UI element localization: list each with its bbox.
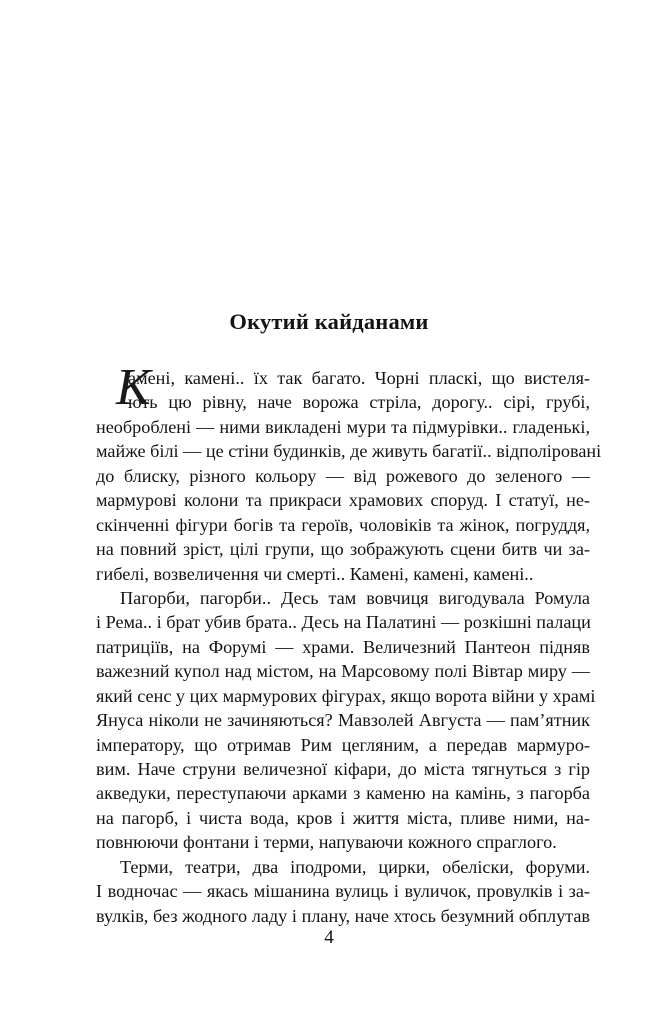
text-line: вим. Наче струни величезної кіфари, до міста тягнуться з гір — [96, 759, 590, 779]
text-line: повнюючи фонтани і терми, напуваючи кожного спраглого. — [96, 832, 557, 853]
page-number: 4 — [324, 927, 334, 948]
text-line: на пагорб, і чиста вода, кров і життя міста, пливе ними, на- — [96, 807, 590, 828]
paragraph-3 — [96, 855, 590, 928]
paragraph-2 — [96, 586, 596, 855]
text-line: мармурові колони та прикраси храмових споруд. І статуї, не- — [96, 490, 590, 511]
text-line: імператору, що отримав Рим цегляним, а передав мармуро- — [96, 734, 590, 755]
drop-cap: К — [116, 359, 151, 416]
text-line: вулків, без жодного ладу і плану, наче хтось безумний обплутав — [96, 905, 590, 926]
text-line: на повний зріст, цілі групи, що зображують сцени битв чи за- — [96, 539, 590, 560]
text-line: важезний купол над містом, на Марсовому полі Вівтар миру — — [96, 661, 590, 682]
text-line: гибелі, возвеличення чи смерті.. Камені, камені, камені.. — [96, 563, 534, 584]
text-line: амені, камені.. їх так багато. Чорні пласкі, що вистеля- — [128, 368, 590, 388]
text-line: ють цю рівну, наче ворожа стріла, дорогу.. сірі, грубі, — [128, 392, 590, 413]
text-line: патриціїв, на Форумі — храми. Величезний Пантеон підняв — [96, 636, 590, 657]
chapter-title: Окутий кайданами — [229, 309, 429, 334]
text-line: Терми, театри, два іподроми, цирки, обеліски, форуми. — [120, 856, 590, 877]
text-line: який сенс у цих мармурових фігурах, якщо ворота війни у храмі — [96, 685, 596, 706]
text-line: І водночас — якась мішанина вулиць і вуличок, провулків і за- — [96, 881, 590, 902]
body-text — [96, 359, 602, 928]
text-line: скінченні фігури богів та героїв, чоловіків та жінок, погруддя, — [96, 514, 590, 535]
text-line: майже білі — це стіни будинків, де живуть багатії.. відполіровані — [96, 441, 602, 462]
text-line: і Рема.. і брат убив брата.. Десь на Палатині — розкішні палаци — [96, 612, 591, 633]
text-line: Пагорби, пагорби.. Десь там вовчиця вигодувала Ромула — [120, 587, 590, 608]
text-line: до блиску, різного кольору — від рожевого до зеленого — — [96, 465, 590, 486]
text-line: необроблені — ними викладені мури та підмурівки.. гладенькі, — [96, 416, 590, 437]
text-line: Януса ніколи не зачиняються? Мавзолей Августа — пам’ятник — [96, 710, 590, 731]
text-line: акведуки, переступаючи арками з каменю на камінь, з пагорба — [96, 783, 590, 804]
paragraph-1 — [96, 366, 602, 586]
